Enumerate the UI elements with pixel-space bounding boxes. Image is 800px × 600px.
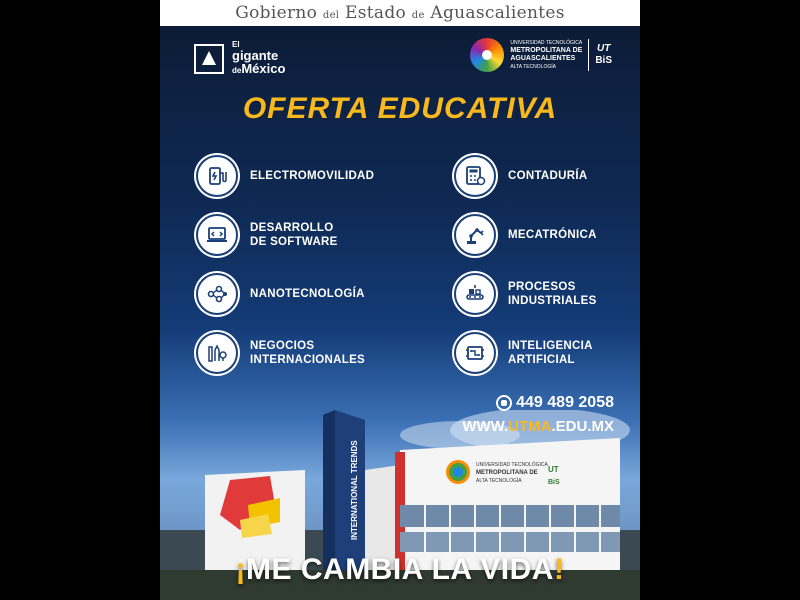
gov-word-5: Aguascalientes bbox=[430, 3, 565, 23]
contact-info bbox=[462, 394, 614, 435]
utma-logo bbox=[470, 38, 612, 72]
phone-number[interactable]: 449 489 2058 bbox=[516, 394, 614, 411]
slogan-open: ¡ bbox=[235, 553, 247, 586]
program-label: DESARROLLO DE SOFTWARE bbox=[250, 222, 338, 248]
program-label: INTELIGENCIA ARTIFICIAL bbox=[508, 340, 593, 366]
page-title: OFERTA EDUCATIVA bbox=[242, 92, 558, 125]
program-label: NEGOCIOS INTERNACIONALES bbox=[250, 340, 366, 366]
robot-arm-icon bbox=[454, 214, 496, 256]
sign-bis: BiS bbox=[548, 479, 560, 486]
uni-line-4: ALTA TECNOLOGÍA bbox=[510, 64, 556, 70]
program-label: NANOTECNOLOGÍA bbox=[250, 288, 365, 300]
uni-line-1: UNIVERSIDAD TECNOLÓGICA bbox=[510, 40, 583, 46]
sign-ut: UT bbox=[548, 465, 559, 474]
program-mecatronica bbox=[454, 214, 597, 256]
program-nanotecnologia bbox=[196, 273, 365, 315]
utma-flower-icon bbox=[470, 38, 504, 72]
program-contaduria bbox=[454, 155, 587, 197]
slogan bbox=[160, 553, 640, 587]
slogan-close: ! bbox=[553, 553, 565, 586]
uni-line-3: AGUASCALIENTES bbox=[510, 55, 576, 62]
calculator-icon bbox=[454, 155, 496, 197]
conveyor-icon bbox=[454, 273, 496, 315]
gov-word-1: Gobierno bbox=[235, 3, 318, 23]
logo-line-3: de bbox=[232, 66, 242, 75]
logo-line-2: gigante bbox=[232, 48, 279, 63]
website-link[interactable] bbox=[462, 418, 614, 435]
program-label: CONTADURÍA bbox=[508, 170, 588, 182]
sign-line-2: METROPOLITANA DE bbox=[476, 470, 538, 476]
program-label: MECATRÓNICA bbox=[508, 229, 597, 241]
whatsapp-icon bbox=[496, 395, 512, 411]
program-label: PROCESOS INDUSTRIALES bbox=[508, 281, 597, 307]
ev-charger-icon bbox=[196, 155, 238, 197]
program-inteligencia-artificial bbox=[454, 332, 608, 374]
web-highlight: UTMA bbox=[508, 418, 552, 435]
gov-word-2: del bbox=[322, 10, 340, 21]
program-desarrollo-software bbox=[196, 214, 340, 256]
program-label: ELECTROMOVILIDAD bbox=[250, 170, 375, 182]
laptop-code-icon bbox=[196, 214, 238, 256]
molecule-icon bbox=[196, 273, 238, 315]
logo-line-1: El bbox=[232, 40, 240, 49]
web-suffix: .EDU.MX bbox=[551, 418, 614, 435]
sign-line-1: UNIVERSIDAD TECNOLÓGICA bbox=[476, 462, 548, 468]
logo-divider bbox=[588, 39, 589, 71]
ut-mark: UT bbox=[596, 43, 611, 54]
slogan-text: ME CAMBIA LA VIDA bbox=[246, 553, 554, 586]
program-negocios-internacionales bbox=[196, 332, 380, 374]
business-tools-icon bbox=[196, 332, 238, 374]
sign-line-3: ALTA TECNOLOGÍA bbox=[476, 478, 522, 484]
gov-word-4: de bbox=[411, 10, 425, 21]
web-prefix: WWW. bbox=[462, 418, 509, 435]
program-procesos-industriales bbox=[454, 273, 618, 315]
uni-line-2: METROPOLITANA DE bbox=[510, 47, 583, 54]
chip-icon bbox=[454, 332, 496, 374]
tower-text: INTERNATIONAL TRENDS bbox=[350, 440, 359, 540]
gov-word-3: Estado bbox=[345, 3, 407, 23]
gigante-de-mexico-logo bbox=[194, 40, 285, 77]
mountain-logo-icon bbox=[194, 44, 224, 74]
program-electromovilidad bbox=[196, 155, 374, 197]
poster bbox=[160, 0, 640, 600]
bis-mark: BiS bbox=[595, 55, 612, 66]
government-header bbox=[160, 0, 640, 26]
logo-line-4: México bbox=[241, 61, 286, 76]
